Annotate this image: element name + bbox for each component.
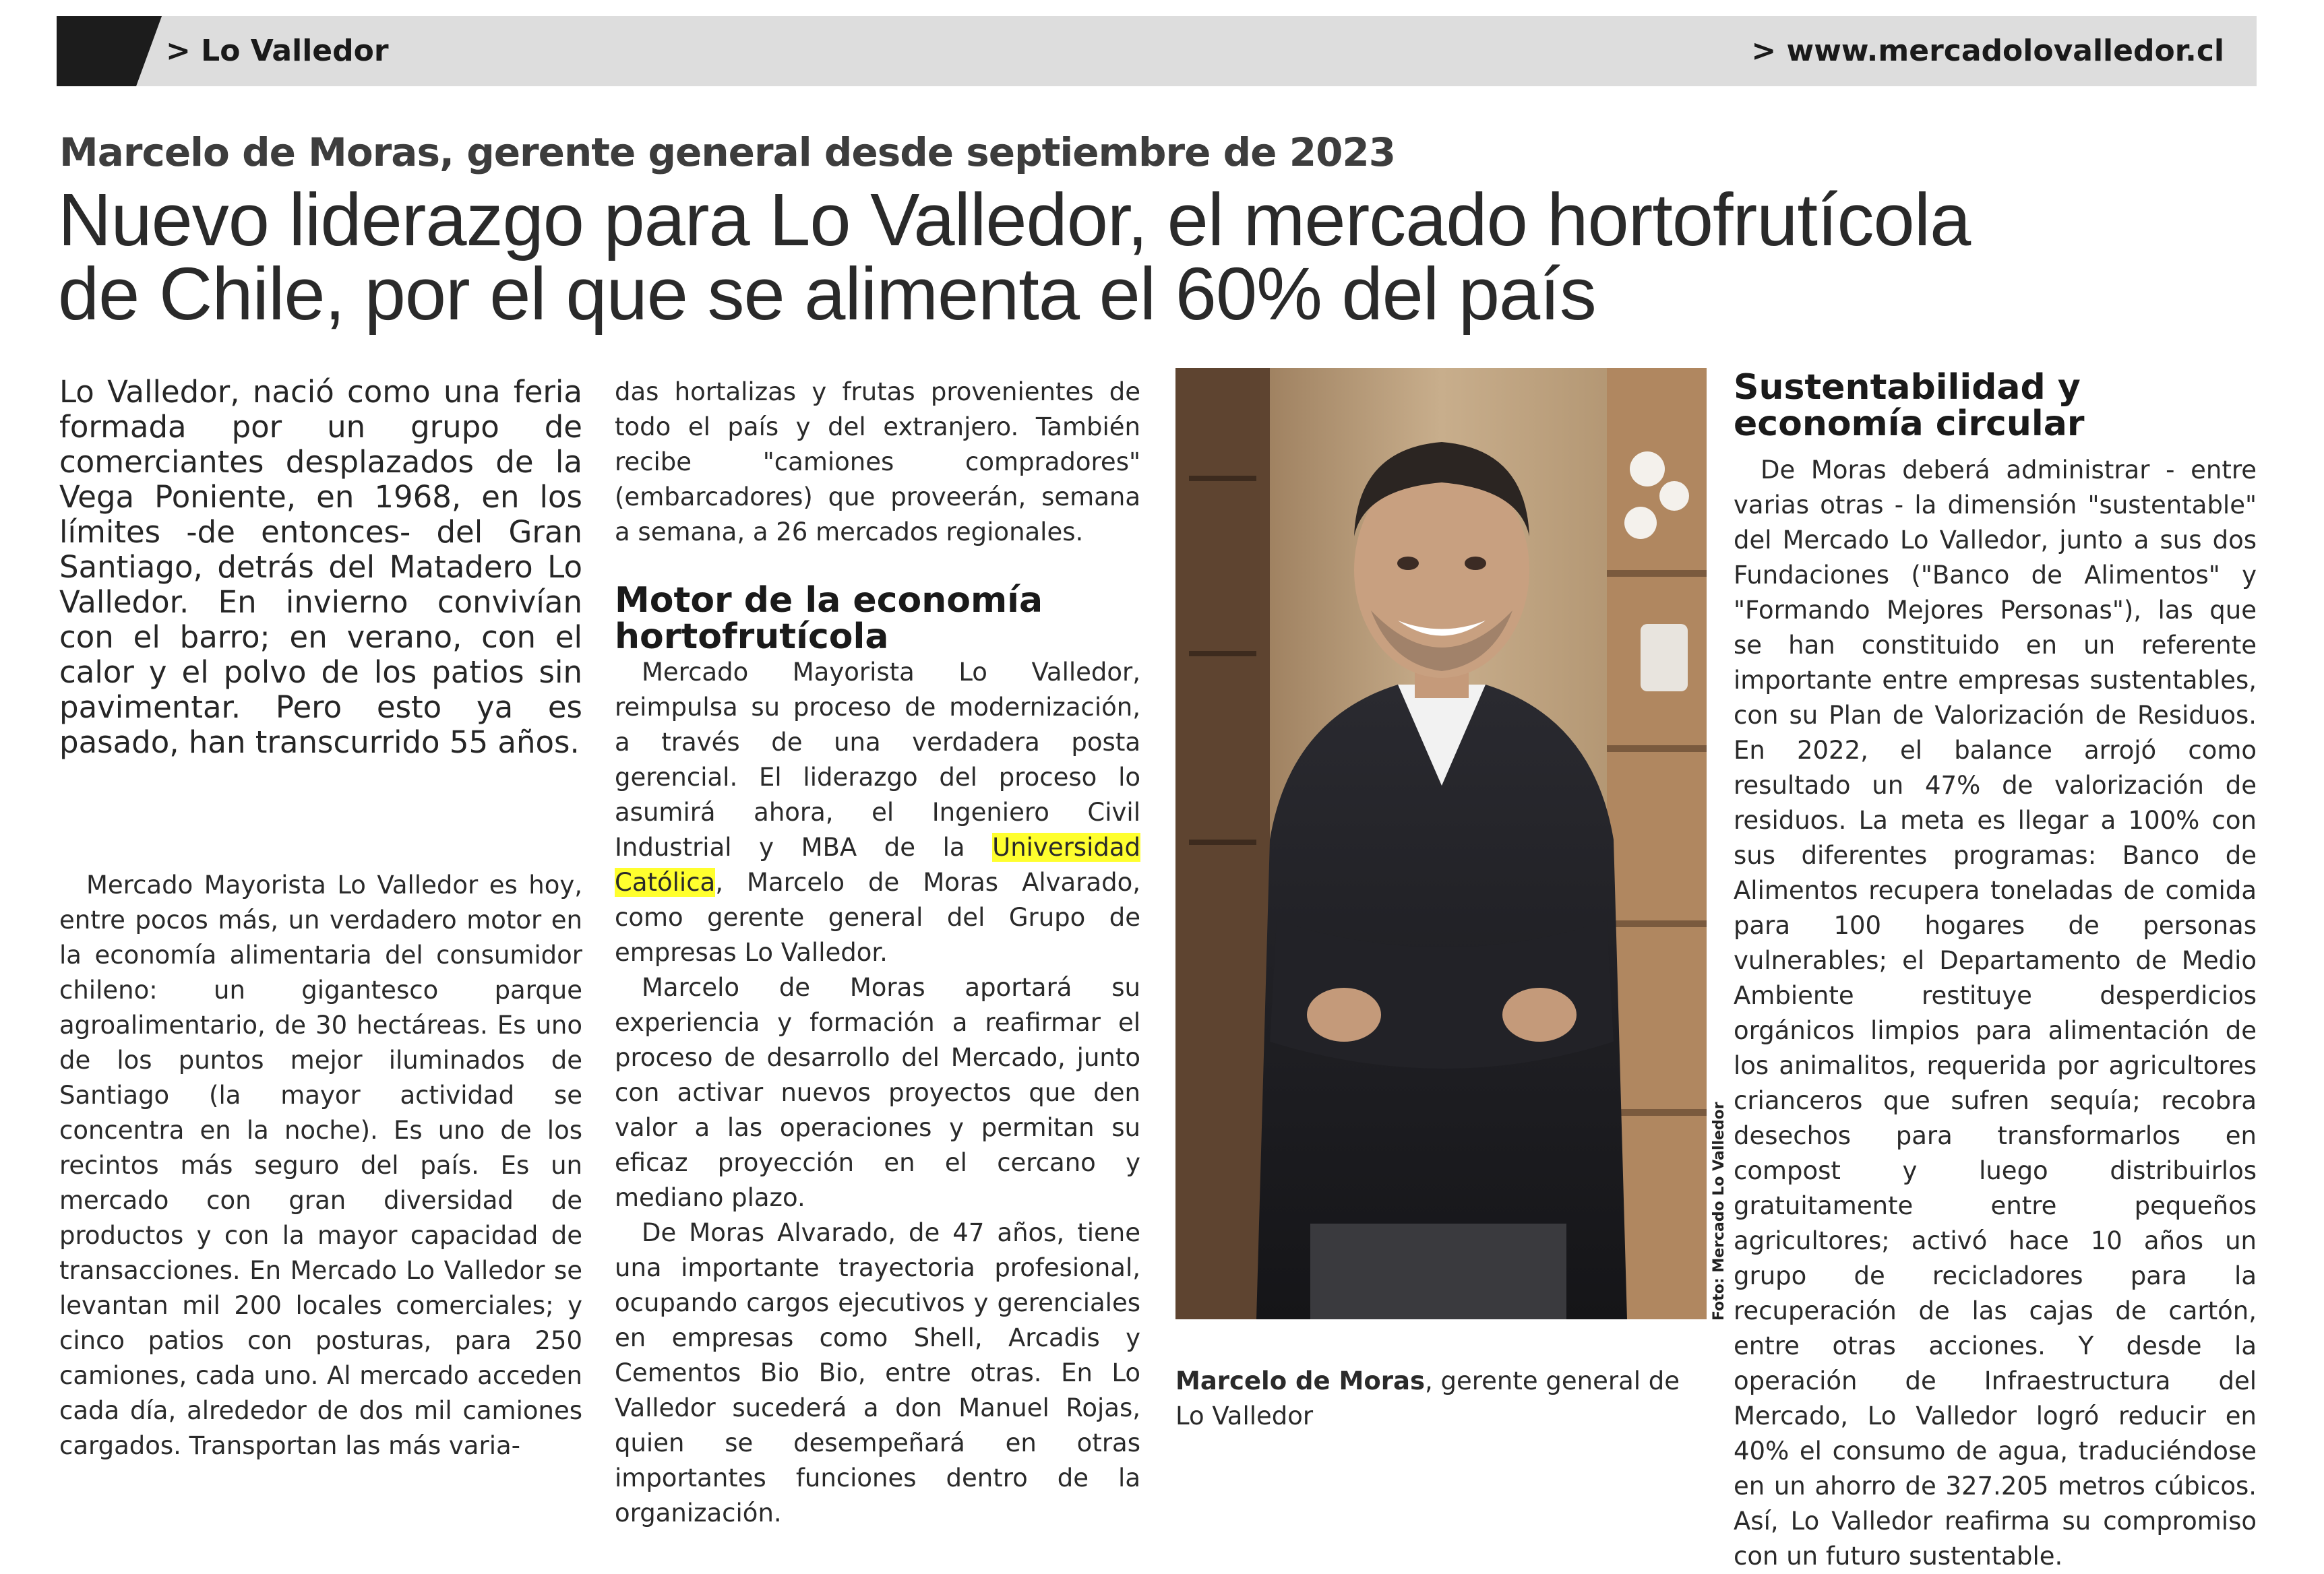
body-paragraph-continued: das hortalizas y frutas provenientes de todo el país y del extranjero. También recibe "camiones compradores" (embarcadores) que proveerán, semana a semana, a 26 mercados regionales. bbox=[615, 377, 1140, 546]
section-tab-marker bbox=[57, 16, 136, 86]
column-4 bbox=[1734, 369, 2257, 1574]
photo-caption bbox=[1175, 1364, 1701, 1434]
text-run: , Marcelo de Moras Alvarado, como gerente general del Grupo de empresas Lo Valledor. bbox=[615, 868, 1140, 967]
photo-credit: Foto: Mercado Lo Valledor bbox=[1711, 1102, 1727, 1321]
body-paragraph: De Moras Alvarado, de 47 años, tiene una importante trayectoria profesional, ocupando cargos ejecutivos y gerenciales en empresas como Shell, Arcadis y Cementos Bio Bio, entre otras. En Lo Valledor sucederá a don Manuel Rojas, quien se desempeñará en otras importantes funciones dentro de la organización. bbox=[615, 1218, 1140, 1528]
subheading-sustentabilidad: Sustentabilidad y economía circular bbox=[1734, 367, 2085, 444]
body-paragraph: De Moras deberá administrar - entre varias otras - la dimensión "sustentable" del Mercado Lo Valledor, junto a sus dos Fundaciones ("Banco de Alimentos" y "Formando Mejores Personas"), las que se han constituido en un referente importante entre empresas sustentables, con su Plan de Valorización de Residuos. En 2022, el balance arrojó como resultado un 47% de valorización de residuos. La meta es llegar a 100% con sus diferentes programas: Banco de Alimentos recupera toneladas de comida para 100 hogares de personas vulnerables; el Departamento de Medio Ambiente restituye desperdicios orgánicos limpios para alimentación de los animalitos, requerida por agricultores crianceros que sufren sequía; recobra desechos para transformarlos en compost y luego distribuirlos gratuitamente entre pequeños agricultores; activó hace 10 años un grupo de recicladores para la recuperación de las cajas de cartón, entre otras acciones. Y desde la operación de Infraestructura del Mercado, Lo Valledor logró reducir en 40% el consumo de agua, traduciéndose en un ahorro de 327.205 metros cúbicos. Así, Lo Valledor reafirma su compromiso con un futuro sustentable. bbox=[1734, 455, 2257, 1571]
article-headline bbox=[58, 179, 2255, 336]
website-url: > www.mercadolovalledor.cl bbox=[1751, 34, 2224, 68]
caption-name: Marcelo de Moras bbox=[1175, 1366, 1425, 1395]
portrait-illustration bbox=[1175, 368, 1707, 1319]
headline-line-2: de Chile, por el que se alimenta el 60% del país bbox=[58, 253, 1596, 336]
column-1 bbox=[59, 375, 582, 760]
body-paragraph: Marcelo de Moras aportará su experiencia y formación a reafirmar el proceso de desarrollo del Mercado, junto con activar nuevos proyectos que den valor a las operaciones y permitan su eficaz proyección en el cercano y mediano plazo. bbox=[615, 973, 1140, 1212]
lead-paragraph: Lo Valledor, nació como una feria formada por un grupo de comerciantes desplazados de la Vega Poniente, en 1968, en los límites -de entonces- del Gran Santiago, detrás del Matadero Lo Valledor. En invierno convivían con el barro; en verano, con el calor y el polvo de los patios sin pavimentar. Pero esto ya es pasado, han transcurrido 55 años. bbox=[59, 374, 582, 760]
subheading-motor: Motor de la economía hortofrutícola bbox=[615, 580, 1043, 657]
body-paragraph bbox=[615, 655, 1140, 970]
body-paragraph: Mercado Mayorista Lo Valledor es hoy, entre pocos más, un verdadero motor en la economía alimentaria del consumidor chileno: un gigantesco parque agroalimentario, de 30 hectáreas. Es uno de los puntos mejor iluminados de Santiago (la mayor actividad se concentra en la noche). Es uno de los recintos más seguro del país. Es un mercado con gran diversidad de productos y con la mayor capacidad de transacciones. En Mercado Lo Valledor se levantan mil 200 locales comerciales; y cinco patios con posturas, para 250 camiones, cada uno. Al mercado acceden cada día, alrededor de dos mil camiones cargados. Transportan las más varia- bbox=[59, 871, 582, 1460]
section-label: > Lo Valledor bbox=[166, 34, 389, 68]
column-1-body bbox=[59, 868, 582, 1463]
column-2 bbox=[615, 375, 1140, 1531]
text-run: Mercado Mayorista Lo Valledor, reimpulsa su proceso de modernización, a través de una verdadera posta gerencial. El liderazgo del proceso lo asumirá ahora, el Ingeniero Civil Industrial y MBA de la bbox=[615, 658, 1140, 862]
caption-text: , gerente general de Lo Valledor bbox=[1175, 1366, 1680, 1430]
section-header-bar bbox=[57, 16, 2257, 86]
article-kicker: Marcelo de Moras, gerente general desde septiembre de 2023 bbox=[59, 129, 1396, 175]
portrait-photo bbox=[1175, 368, 1707, 1319]
headline-line-1: Nuevo liderazgo para Lo Valledor, el mercado hortofrutícola bbox=[58, 179, 1971, 261]
highlighted-text: Universidad Católica bbox=[615, 833, 1140, 897]
